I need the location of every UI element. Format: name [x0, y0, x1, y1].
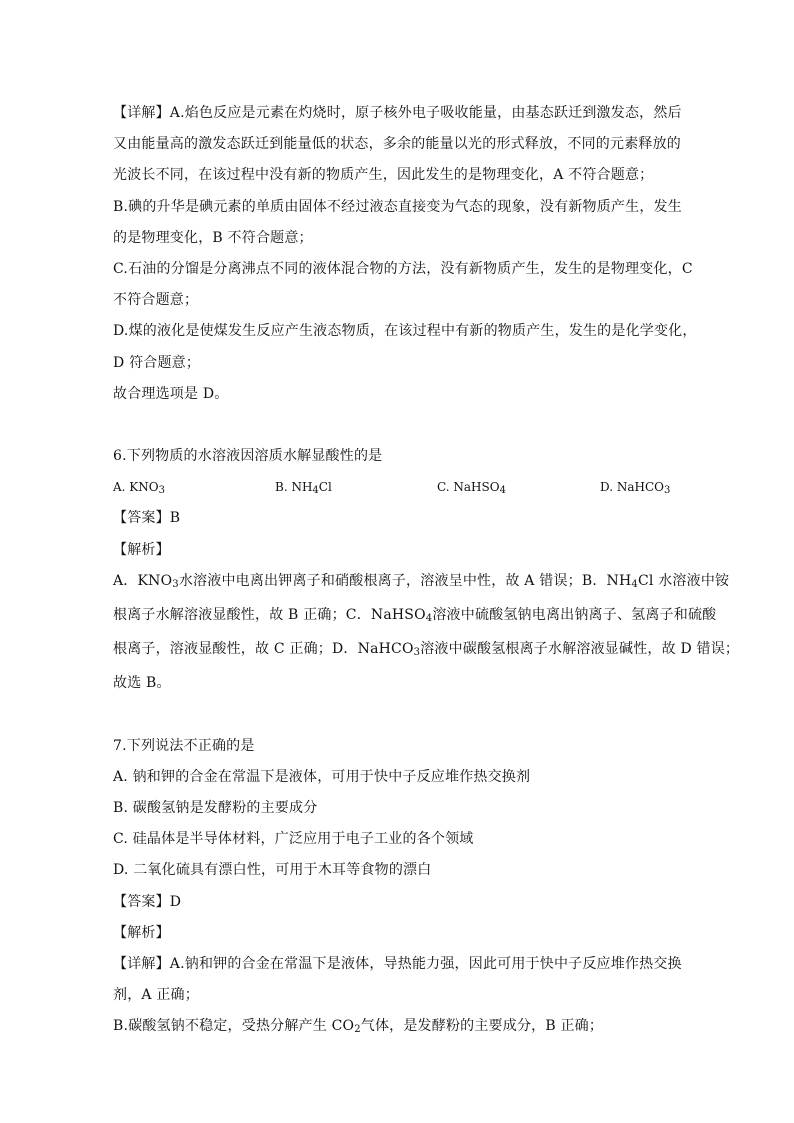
q6-analysis-line-2: 根离子水解溶液显酸性，故 B 正确；C．NaHSO4溶液中硫酸氢钠电离出钠离子、氢离子和硫酸 [113, 607, 717, 625]
q5-detail-line-6: C.石油的分馏是分离沸点不同的液体混合物的方法，没有新物质产生，发生的是物理变化，C [113, 261, 693, 278]
q6-option-b: B. NH4Cl [275, 480, 332, 497]
q5-detail-line-1: 【详解】A.焰色反应是元素在灼烧时，原子核外电子吸收能量，由基态跃迁到激发态，然后 [113, 105, 682, 121]
question-7 [113, 731, 683, 1046]
q5-detail-line-9: D 符合题意； [113, 354, 201, 371]
q7-answer: 【答案】D [113, 893, 182, 910]
q6-analysis-line-3: 根离子，溶液显酸性，故 C 正确；D．NaHCO3溶液中碳酸氢根离子水解溶液显碱性，故 D 错误； [113, 641, 740, 659]
q7-option-a: A. 钠和钾的合金在常温下是液体，可用于快中子反应堆作热交换剂 [113, 768, 531, 785]
q6-options [113, 472, 683, 503]
document-page [113, 98, 740, 1046]
q7-detail-line-1: 【详解】A.钠和钾的合金在常温下是液体，导热能力强，因此可用于快中子反应堆作热交换 [113, 956, 682, 973]
q6-option-a: A. KNO3 [113, 480, 165, 497]
q5-conclusion: 故合理选项是 D。 [113, 385, 229, 402]
q6-answer: 【答案】B [113, 510, 181, 527]
spacer [113, 410, 683, 441]
q6-option-c: C. NaHSO4 [437, 480, 506, 497]
q7-detail-line-2: 剂，A 正确； [113, 987, 199, 1004]
q7-option-d: D. 二氧化硫具有漂白性，可用于木耳等食物的漂白 [113, 862, 432, 879]
q5-detail-line-2: 又由能量高的激发态跃迁到能量低的状态，多余的能量以光的形式释放，不同的元素释放的 [113, 136, 681, 153]
q6-option-d: D. NaHCO3 [600, 480, 671, 497]
q6-stem: 6.下列物质的水溶液因溶质水解显酸性的是 [113, 448, 383, 465]
q7-detail-line-3: B.碳酸氢钠不稳定，受热分解产生 CO2气体，是发酵粉的主要成分，B 正确； [113, 1018, 604, 1036]
q7-option-c: C. 硅晶体是半导体材料，广泛应用于电子工业的各个领域 [113, 831, 474, 848]
q7-analysis-title: 【解析】 [113, 924, 170, 941]
q5-detail-line-8: D.煤的液化是使煤发生反应产生液态物质，在该过程中有新的物质产生，发生的是化学变化， [113, 323, 697, 340]
q6-analysis-title: 【解析】 [113, 541, 170, 558]
q7-stem: 7.下列说法不正确的是 [113, 737, 255, 754]
q5-detail-line-3: 光波长不同，在该过程中没有新的物质产生，因此发生的是物理变化，A 不符合题意； [113, 167, 654, 184]
q5-detail-line-7: 不符合题意； [113, 292, 199, 309]
q5-analysis-block [113, 98, 697, 410]
question-6 [113, 441, 740, 700]
q6-analysis-line-4: 故选 B。 [113, 675, 171, 692]
spacer [113, 700, 683, 731]
q5-detail-line-5: 的是物理变化，B 不符合题意； [113, 229, 313, 246]
q6-analysis-line-1: A．KNO3水溶液中电离出钾离子和硝酸根离子，溶液呈中性，故 A 错误；B．NH4Cl 水溶液中铵 [113, 572, 730, 590]
q7-option-b: B. 碳酸氢钠是发酵粉的主要成分 [113, 800, 318, 817]
q5-detail-line-4: B.碘的升华是碘元素的单质由固体不经过液态直接变为气态的现象，没有新物质产生，发生 [113, 198, 682, 215]
